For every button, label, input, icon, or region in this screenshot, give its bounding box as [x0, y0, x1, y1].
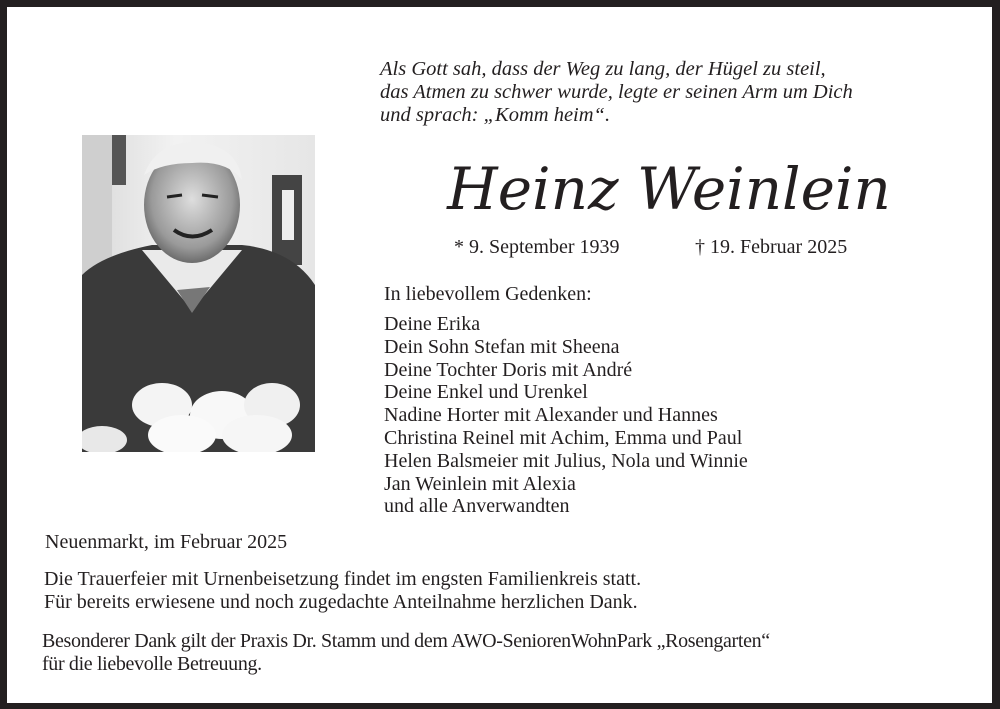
mourner-line: Deine Enkel und Urenkel: [384, 381, 588, 404]
mourner-line: Helen Balsmeier mit Julius, Nola und Winnie: [384, 449, 748, 472]
note-line: Die Trauerfeier mit Urnenbeisetzung findet im engsten Familienkreis statt.: [44, 568, 642, 590]
mourner-line: Dein Sohn Stefan mit Sheena: [384, 335, 620, 358]
quote-line: Als Gott sah, dass der Weg zu lang, der Hügel zu steil,: [380, 58, 826, 80]
note-line: Für bereits erwiesene und noch zugedachte Anteilnahme herzlichen Dank.: [44, 590, 638, 613]
obituary-notice: [7, 7, 992, 703]
portrait-image: [82, 135, 315, 452]
mourner-line: Deine Erika: [384, 313, 481, 335]
deceased-name: [439, 147, 899, 227]
deceased-name-text: Heinz Weinlein: [447, 155, 891, 223]
mourner-line: und alle Anverwandten: [384, 495, 570, 518]
thanks-line: Besonderer Dank gilt der Praxis Dr. Stamm und dem AWO-SeniorenWohnPark „Rosengarten“: [42, 630, 770, 652]
quote-line: und sprach: „Komm heim“.: [380, 104, 611, 126]
birth-date: * 9. September 1939: [454, 236, 620, 258]
mourner-line: Jan Weinlein mit Alexia: [384, 472, 576, 495]
mourner-line: Deine Tochter Doris mit André: [384, 358, 633, 381]
mourner-line: Christina Reinel mit Achim, Emma und Paul: [384, 426, 743, 449]
special-thanks: [42, 630, 770, 675]
funeral-notes: [44, 568, 641, 613]
memorial-quote: [380, 58, 853, 127]
portrait-photo: [82, 135, 315, 452]
quote-line: das Atmen zu schwer wurde, legte er seinen Arm um Dich: [380, 81, 853, 103]
thanks-line: für die liebevolle Betreuung.: [42, 652, 262, 675]
place-date: Neuenmarkt, im Februar 2025: [45, 531, 288, 553]
mourner-line: Nadine Horter mit Alexander und Hannes: [384, 404, 718, 427]
death-date: † 19. Februar 2025: [695, 236, 848, 258]
mourners-list: [384, 313, 748, 518]
mourners-heading: In liebevollem Gedenken:: [384, 283, 592, 305]
